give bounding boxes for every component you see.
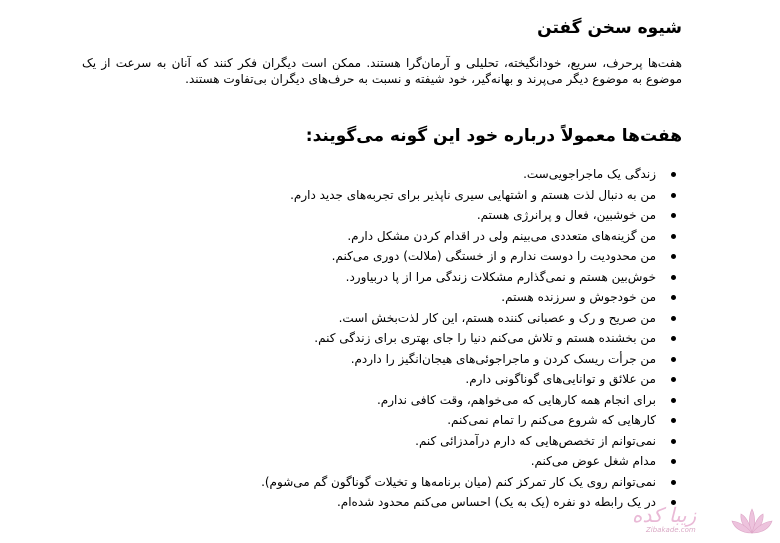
section-heading: هفت‌ها معمولاً درباره خود این گونه می‌گویند: (305, 126, 682, 146)
bullet-icon (671, 459, 676, 464)
list-item (122, 267, 682, 288)
bullet-icon (671, 295, 676, 300)
list-item-text: من به دنبال لذت هستم و اشتهایی سیری ناپذیر برای تجربه‌های جدید دارم. (290, 187, 656, 202)
list-item (122, 390, 682, 411)
list-item (122, 246, 682, 267)
bullet-icon (671, 275, 676, 280)
list-item-text: نمی‌توانم روی یک کار تمرکز کنم (میان برنامه‌ها و تخیلات گوناگون گم می‌شوم). (261, 474, 656, 489)
intro-paragraph: هفت‌ها پرحرف، سریع، خودانگیخته، تحلیلی و آرمان‌گرا هستند. ممکن است دیگران فکر کنند که آنان به سرعت از یک موضوع به موضوع دیگر می‌پرند و بهانه‌گیر، خود شیفته و نسبت به حرف‌های دیگران بی‌تفاوت هستند. (82, 56, 682, 86)
list-item (122, 226, 682, 247)
list-item (122, 328, 682, 349)
list-item (122, 410, 682, 431)
list-item (122, 308, 682, 329)
list-item (122, 492, 682, 513)
list-item-text: مدام شغل عوض می‌کنم. (530, 454, 656, 468)
list-item-text: من خودجوش و سرزنده هستم. (501, 290, 656, 304)
bullet-icon (671, 316, 676, 321)
bullet-icon (671, 234, 676, 239)
logo-subtext: Zibakade.com (646, 526, 696, 534)
bullet-icon (671, 439, 676, 444)
list-item (122, 164, 682, 185)
site-logo (626, 501, 776, 541)
list-item (122, 472, 682, 493)
list-item (122, 369, 682, 390)
bullet-icon (671, 254, 676, 259)
list-item (122, 431, 682, 452)
list-item-text: من علائق و توانایی‌های گوناگونی دارم. (465, 372, 656, 386)
list-item (122, 205, 682, 226)
list-item-text: در یک رابطه دو نفره (یک به یک) احساس می‌کنم محدود شده‌ام. (336, 495, 656, 509)
list-item-text: من بخشنده هستم و تلاش می‌کنم دنیا را جای بهتری برای زندگی کنم. (314, 331, 656, 345)
bullet-icon (671, 336, 676, 341)
list-item-text: من خوشبین، فعال و پرانرژی هستم. (476, 208, 656, 222)
list-item-text: من جرأت ریسک کردن و ماجراجوئی‌های هیجان‌انگیز را داردم. (350, 351, 656, 366)
list-item-text: من محدودیت را دوست ندارم و از خستگی (ملالت) دوری می‌کنم. (331, 249, 656, 263)
logo-text: زیبا کده (632, 503, 697, 527)
list-item-text: زندگی یک ماجراجویی‌ست. (523, 167, 656, 181)
list-item-text: نمی‌توانم از تخصص‌هایی که دارم درآمدزائی کنم. (415, 433, 656, 448)
list-item (122, 451, 682, 472)
list-item (122, 349, 682, 370)
bullet-icon (671, 357, 676, 362)
list-item-text: برای انجام همه کارهایی که می‌خواهم، وقت کافی ندارم. (376, 392, 656, 407)
trait-list (122, 164, 682, 513)
list-item-text: خوش‌بین هستم و نمی‌گذارم مشکلات زندگی مرا از پا دربیاورد. (345, 269, 656, 284)
bullet-icon (671, 398, 676, 403)
page-title: شیوه سخن گفتن (537, 18, 682, 38)
list-item-text: من گزینه‌های متعددی می‌بینم ولی در اقدام کردن مشکل دارم. (347, 228, 656, 243)
bullet-icon (671, 480, 676, 485)
bullet-icon (671, 172, 676, 177)
list-item (122, 287, 682, 308)
list-item-text: من صریح و رک و عصبانی کننده هستم، این کار لذت‌بخش است. (338, 310, 656, 325)
list-item-text: کارهایی که شروع می‌کنم را تمام نمی‌کنم. (447, 413, 656, 427)
bullet-icon (671, 377, 676, 382)
bullet-icon (671, 213, 676, 218)
list-item (122, 185, 682, 206)
bullet-icon (671, 418, 676, 423)
bullet-icon (671, 193, 676, 198)
